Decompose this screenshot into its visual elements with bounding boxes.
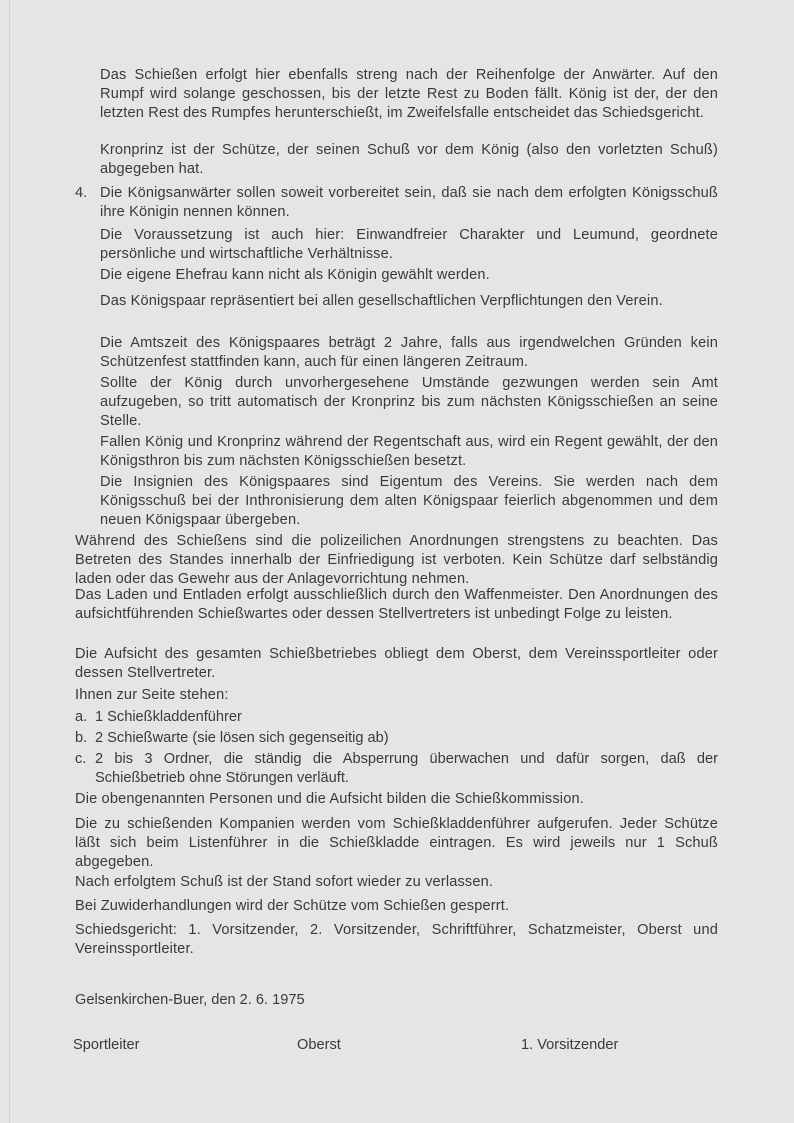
paragraph-schiedsgericht: Schiedsgericht: 1. Vorsitzender, 2. Vorsitzender, Schriftführer, Schatzmeister, Oberst und Vereinssportleiter. (75, 922, 718, 957)
list-label: b. (75, 730, 88, 746)
list-text: 2 Schießwarte (sie lösen sich gegenseitig ab) (95, 730, 389, 746)
paragraph-stand-verlassen: Nach erfolgtem Schuß ist der Stand sofort wieder zu verlassen. (75, 874, 494, 890)
list-label: c. (75, 751, 87, 767)
signature-vorsitzender: 1. Vorsitzender (521, 1037, 619, 1053)
paragraph-aufsicht: Die Aufsicht des gesamten Schießbetriebes obliegt dem Oberst, dem Vereinssportleiter oder dessen Stellvertreter. (75, 646, 718, 681)
paragraph-regent: Fallen König und Kronprinz während der Regentschaft aus, wird ein Regent gewählt, der den Königsthron bis zum nächsten Königsschießen besetzt. (100, 434, 718, 469)
signature-sportleiter: Sportleiter (73, 1037, 140, 1053)
paragraph-nachfolge: Sollte der König durch unvorhergesehene Umstände gezwungen werden sein Amt aufzugeben, so tritt automatisch der Kronprinz bis zum nächsten Königsschießen an seine Stelle. (100, 375, 718, 429)
list-text: 2 bis 3 Ordner, die ständig die Absperrung überwachen und dafür sorgen, daß der Schießbetrieb ohne Störungen verläuft. (95, 751, 718, 786)
paragraph-laden: Das Laden und Entladen erfolgt ausschließlich durch den Waffenmeister. Den Anordnungen des aufsichtführenden Schießwartes oder dessen Stellvertreters ist unbedingt Folge zu leisten. (75, 587, 718, 622)
list-item-a (75, 708, 718, 727)
paragraph-polizei: Während des Schießens sind die polizeilichen Anordnungen strengstens zu beachten. Das Betreten des Standes innerhalb der Einfriedigung ist verboten. Kein Schütze darf selbständig laden oder das Gewehr aus der Anlagevorrichtung nehmen. (75, 533, 718, 587)
paragraph-kronprinz: Kronprinz ist der Schütze, der seinen Schuß vor dem König (also den vorletzten Schuß) abgegeben hat. (100, 142, 718, 177)
signature-oberst: Oberst (297, 1037, 341, 1053)
paragraph-kompanien: Die zu schießenden Kompanien werden vom Schießkladdenführer aufgerufen. Jeder Schütze läßt sich beim Listenführer in die Schießkladde eintragen. Es wird jeweils nur 1 Schuß abgegeben. (75, 816, 718, 870)
paragraph-ehefrau: Die eigene Ehefrau kann nicht als Königin gewählt werden. (100, 267, 490, 283)
place-date: Gelsenkirchen-Buer, den 2. 6. 1975 (75, 992, 305, 1008)
item4-text: Die Königsanwärter sollen soweit vorbereitet sein, daß sie nach dem erfolgten Königsschuß ihre Königin nennen können. (100, 185, 718, 220)
list-item-b (75, 729, 718, 748)
paragraph-amtszeit: Die Amtszeit des Königspaares beträgt 2 Jahre, falls aus irgendwelchen Gründen kein Schützenfest stattfinden kann, auch für einen längeren Zeitraum. (100, 335, 718, 370)
paragraph-kommission: Die obengenannten Personen und die Aufsicht bilden die Schießkommission. (75, 791, 584, 807)
paragraph-zuwiderhandlung: Bei Zuwiderhandlungen wird der Schütze vom Schießen gesperrt. (75, 898, 510, 914)
list-label: a. (75, 709, 88, 725)
list-text: 1 Schießkladdenführer (95, 709, 242, 725)
paragraph-repraesentation: Das Königspaar repräsentiert bei allen gesellschaftlichen Verpflichtungen den Verein. (100, 293, 663, 309)
page-edge (9, 0, 10, 1123)
paragraph-shooting-order: Das Schießen erfolgt hier ebenfalls streng nach der Reihenfolge der Anwärter. Auf den Rumpf wird solange geschossen, bis der letzte Rest zu Boden fällt. König ist der, der den letzten Rest des Rumpfes herunterschießt, im Zweifelsfalle entscheidet das Schiedsgericht. (100, 67, 718, 121)
item-number-4: 4. (75, 185, 88, 201)
paragraph-voraussetzung: Die Voraussetzung ist auch hier: Einwandfreier Charakter und Leumund, geordnete persönliche und wirtschaftliche Verhältnisse. (100, 227, 718, 262)
paragraph-insignien: Die Insignien des Königspaares sind Eigentum des Vereins. Sie werden nach dem Königsschuß bei der Inthronisierung dem alten Königspaar feierlich abgenommen und dem neuen Königspaar übergeben. (100, 474, 718, 528)
paragraph-zur-seite: Ihnen zur Seite stehen: (75, 687, 229, 703)
list-item-c (75, 750, 718, 788)
